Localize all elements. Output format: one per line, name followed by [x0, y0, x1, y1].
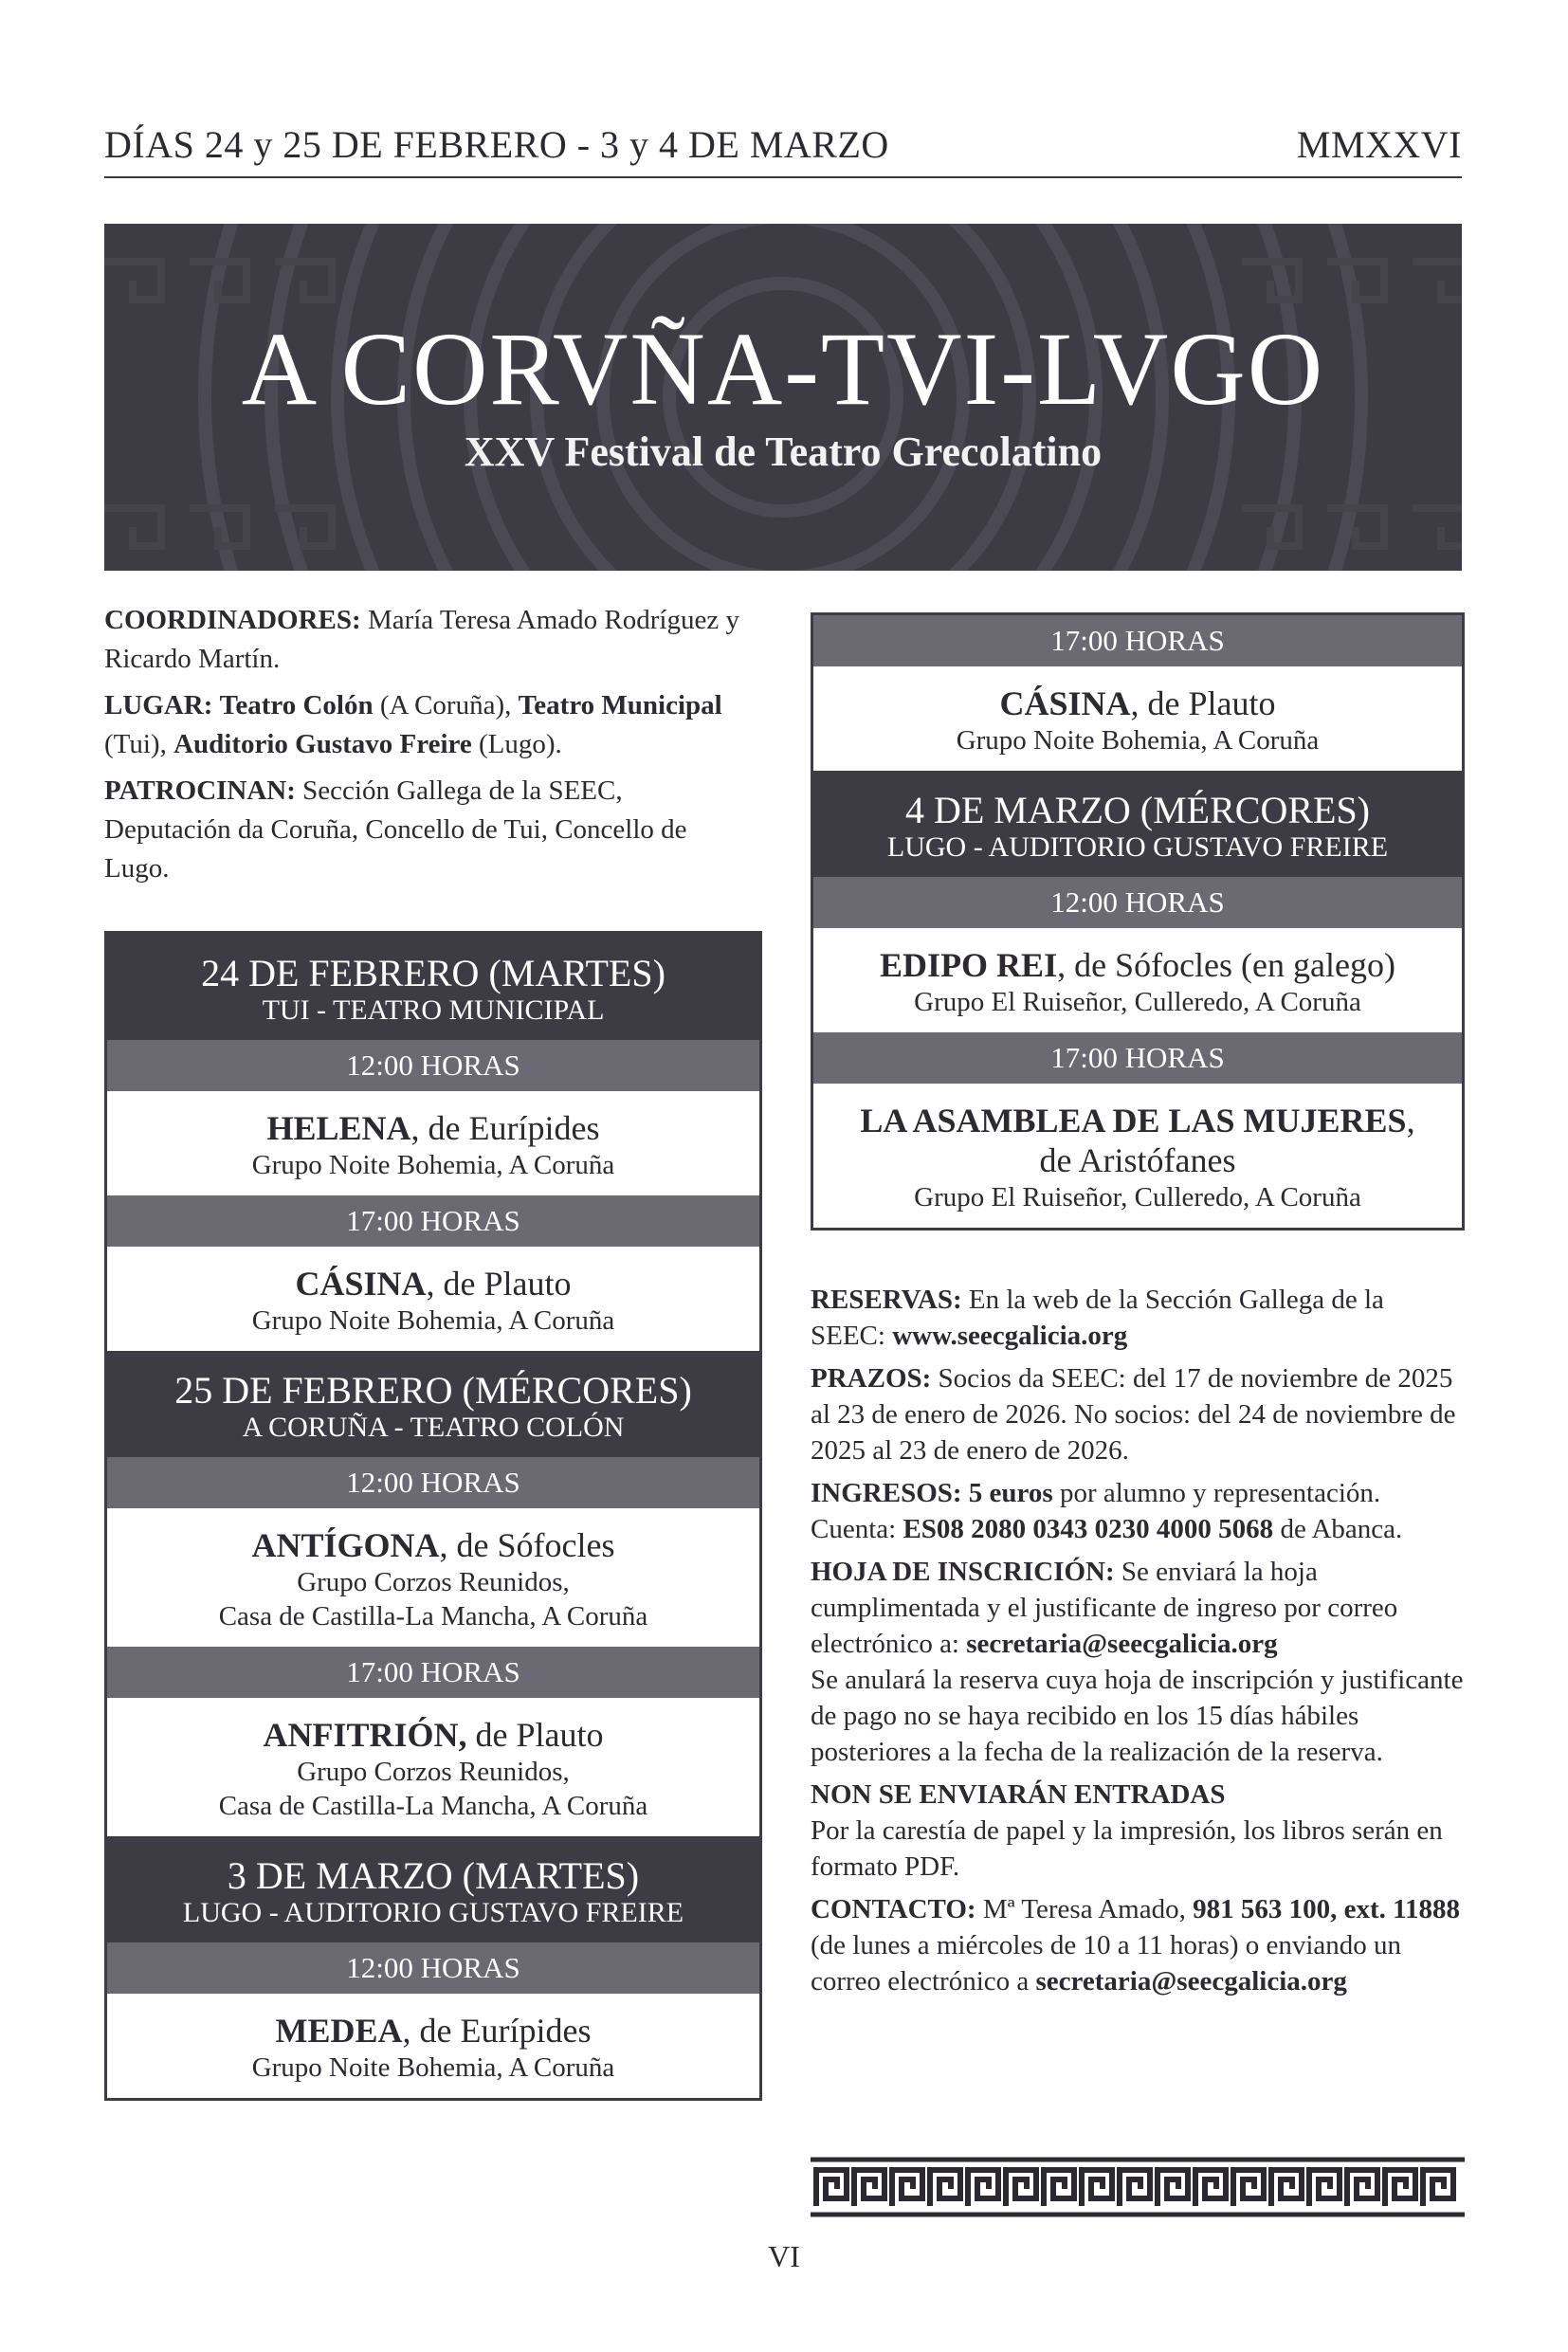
banner-title: A CORVÑA-TVI-LVGO	[241, 311, 1325, 427]
greek-key-ornament	[811, 2157, 1465, 2217]
day-header: 3 DE MARZO (MARTES) LUGO - AUDITORIO GUSTAVO FREIRE	[107, 1836, 759, 1942]
performance: MEDEA, de Eurípides Grupo Noite Bohemia, A Coruña	[251, 2012, 615, 2083]
sponsors: PATROCINAN: Sección Gallega de la SEEC, Deputación da Coruña, Concello de Tui, Concello de Lugo.	[104, 775, 687, 884]
email-link[interactable]: secretaria@seecgalicia.org	[966, 1629, 1278, 1659]
day-header: 25 DE FEBRERO (MÉRCORES) A CORUÑA - TEATRO COLÓN	[107, 1351, 759, 1457]
festival-banner	[104, 224, 1462, 571]
day-header: 4 DE MARZO (MÉRCORES) LUGO - AUDITORIO GUSTAVO FREIRE	[813, 771, 1462, 877]
time-bar: 17:00 HORAS	[813, 615, 1462, 666]
performance: ANTÍGONA, de Sófocles Grupo Corzos Reunidos, Casa de Castilla-La Mancha, A Coruña	[218, 1526, 648, 1632]
deadlines: PRAZOS: Socios da SEEC: del 17 de noviembre de 2025 al 23 de enero de 2026. No socios: del 24 de noviembre de 2025 al 23 de enero de 2026.	[811, 1363, 1456, 1466]
time-bar: 12:00 HORAS	[107, 1457, 759, 1508]
contact: CONTACTO: Mª Teresa Amado, 981 563 100, ext. 11888 (de lunes a miércoles de 10 a 11 horas) o enviando un correo electrónico a secretaria@seecgalicia.org	[811, 1894, 1461, 1996]
time-bar: 12:00 HORAS	[107, 1942, 759, 1994]
performance: HELENA, de Eurípides Grupo Noite Bohemia, A Coruña	[251, 1109, 615, 1180]
day-header: 24 DE FEBRERO (MARTES) TUI - TEATRO MUNICIPAL	[107, 934, 759, 1040]
time-bar: 17:00 HORAS	[107, 1647, 759, 1698]
no-tickets: NON SE ENVIARÁN ENTRADAS Por la carestía de papel y la impresión, los libros serán en formato PDF.	[811, 1779, 1443, 1882]
registration-form: HOJA DE INSCRICIÓN: Se enviará la hoja cumplimentada y el justificante de ingreso por correo electrónico a: secretaria@seecgalicia.org Se anulará la reserva cuya hoja de inscripción y justificante de pago no se haya recibido en los 15 días hábiles posteriores a la fecha de la realización de la reserva.	[811, 1557, 1464, 1767]
schedule-left	[104, 931, 762, 2101]
performance: LA ASAMBLEA DE LAS MUJERES, de Aristófanes Grupo El Ruiseñor, Culleredo, A Coruña	[860, 1102, 1415, 1212]
coordinators: COORDINADORES: María Teresa Amado Rodríguez y Ricardo Martín.	[104, 605, 739, 674]
banner-subtitle: XXV Festival de Teatro Grecolatino	[464, 428, 1103, 475]
page-header	[104, 112, 1462, 178]
performance: EDIPO REI, de Sófocles (en galego) Grupo El Ruiseñor, Culleredo, A Coruña	[880, 946, 1395, 1017]
practical-info	[811, 1282, 1465, 2006]
contact-email-link[interactable]: secretaria@seecgalicia.org	[1035, 1966, 1347, 1996]
performance: CÁSINA, de Plauto Grupo Noite Bohemia, A Coruña	[956, 684, 1320, 756]
reservations: RESERVAS: En la web de la Sección Gallega de la SEEC: www.seecgalicia.org	[811, 1285, 1384, 1351]
time-bar: 17:00 HORAS	[813, 1032, 1462, 1084]
page-number: VI	[768, 2239, 800, 2273]
time-bar: 12:00 HORAS	[107, 1040, 759, 1091]
header-dates: DÍAS 24 y 25 DE FEBRERO - 3 y 4 DE MARZO	[104, 123, 889, 166]
performance: CÁSINA, de Plauto Grupo Noite Bohemia, A Coruña	[251, 1265, 615, 1336]
website-link[interactable]: www.seecgalicia.org	[892, 1321, 1128, 1351]
header-year: MMXXVI	[1296, 123, 1462, 166]
schedule-right	[811, 612, 1465, 1231]
performance: ANFITRIÓN, de Plauto Grupo Corzos Reunidos, Casa de Castilla-La Mancha, A Coruña	[218, 1716, 648, 1821]
general-info	[104, 601, 739, 896]
payment: INGRESOS: 5 euros por alumno y representación. Cuenta: ES08 2080 0343 0230 4000 5068 de Abanca.	[811, 1478, 1403, 1544]
venues: LUGAR: Teatro Colón (A Coruña), Teatro Municipal (Tui), Auditorio Gustavo Freire (Lugo).	[104, 690, 722, 759]
time-bar: 12:00 HORAS	[813, 877, 1462, 928]
time-bar: 17:00 HORAS	[107, 1195, 759, 1247]
